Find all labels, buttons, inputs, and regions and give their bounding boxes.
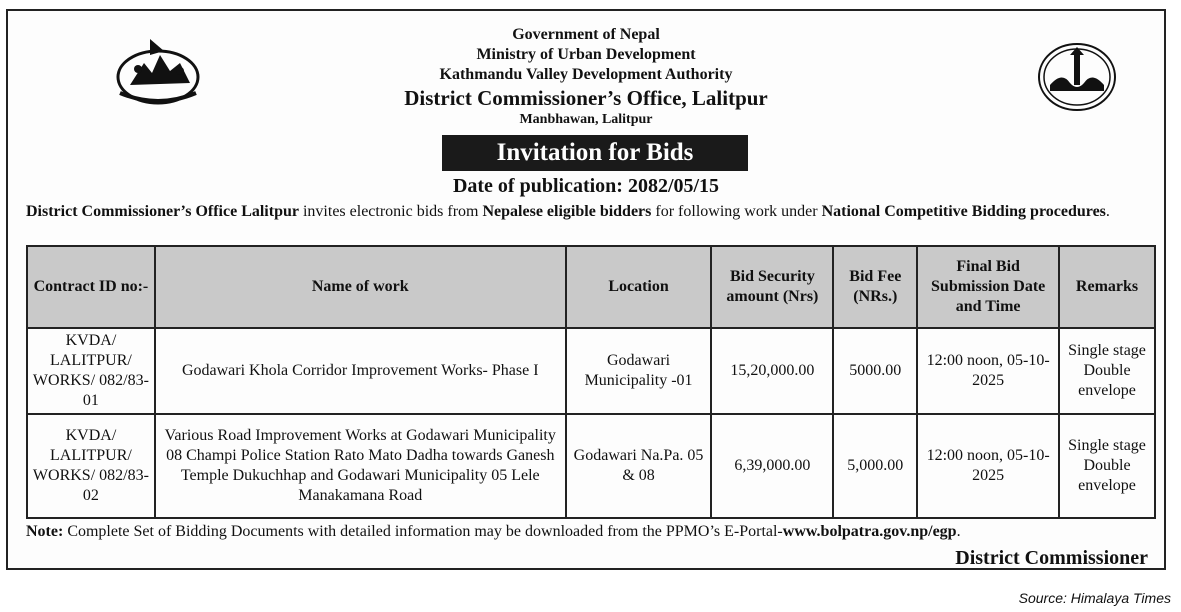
header-submission: Final Bid Submission Date and Time (917, 246, 1059, 328)
ministry-line: Ministry of Urban Development (476, 46, 696, 63)
header-name: Name of work (155, 246, 566, 328)
cell-security: 15,20,000.00 (711, 328, 833, 414)
intro-eligible: Nepalese eligible bidders (482, 203, 652, 220)
table-row (27, 414, 1155, 518)
cell-location: Godawari Na.Pa. 05 & 08 (566, 414, 712, 518)
cell-submission: 12:00 noon, 05-10-2025 (917, 414, 1059, 518)
authority-line: Kathmandu Valley Development Authority (439, 66, 733, 83)
intro-procedure: National Competitive Bidding procedures (821, 203, 1106, 220)
address-line: Manbhawan, Lalitpur (519, 112, 653, 127)
office-line: District Commissioner’s Office, Lalitpur (404, 86, 768, 110)
intro-end: . (1105, 203, 1110, 220)
cell-location: Godawari Municipality -01 (566, 328, 712, 414)
cell-security: 6,39,000.00 (711, 414, 833, 518)
header-fee: Bid Fee (NRs.) (833, 246, 917, 328)
header-security: Bid Security amount (Nrs) (711, 246, 833, 328)
portal-link[interactable]: www.bolpatra.gov.np/egp (782, 523, 957, 540)
bids-table (26, 245, 1156, 519)
note (26, 523, 1166, 541)
signoff: District Commissioner (955, 547, 1148, 569)
cell-remarks: Single stage Double envelope (1059, 414, 1155, 518)
intro-text-2: for following work under (651, 203, 822, 220)
table-header-row (27, 246, 1155, 328)
header (8, 25, 1164, 129)
intro-office: District Commissioner’s Office Lalitpur (26, 203, 299, 220)
header-remarks: Remarks (1059, 246, 1155, 328)
header-location: Location (566, 246, 712, 328)
cell-contract-id: KVDA/ LALITPUR/ WORKS/ 082/83-02 (27, 414, 155, 518)
government-line: Government of Nepal (512, 26, 660, 43)
cell-remarks: Single stage Double envelope (1059, 328, 1155, 414)
cell-contract-id: KVDA/ LALITPUR/ WORKS/ 082/83-01 (27, 328, 155, 414)
bid-notice (6, 9, 1166, 570)
source-credit: Source: Himalaya Times (1018, 590, 1171, 606)
header-contract-id: Contract ID no:- (27, 246, 155, 328)
cell-fee: 5,000.00 (833, 414, 917, 518)
note-text: Complete Set of Bidding Documents with detailed information may be downloaded from the PPMO’s E-Portal- (63, 523, 783, 540)
publication-date: Date of publication: 2082/05/15 (452, 175, 720, 197)
note-label: Note: (26, 523, 64, 540)
cell-fee: 5000.00 (833, 328, 917, 414)
intro-text-1: invites electronic bids from (298, 203, 483, 220)
cell-name: Various Road Improvement Works at Godawari Municipality 08 Champi Police Station Rato Mato Dadha towards Ganesh Temple Dukuchhap and Godawari Municipality 05 Lele Manakamana Road (155, 414, 566, 518)
note-end: . (956, 523, 961, 540)
intro-paragraph (26, 203, 1166, 221)
cell-name: Godawari Khola Corridor Improvement Works- Phase I (155, 328, 566, 414)
table-row (27, 328, 1155, 414)
cell-submission: 12:00 noon, 05-10-2025 (917, 328, 1059, 414)
notice-title: Invitation for Bids (442, 135, 748, 171)
